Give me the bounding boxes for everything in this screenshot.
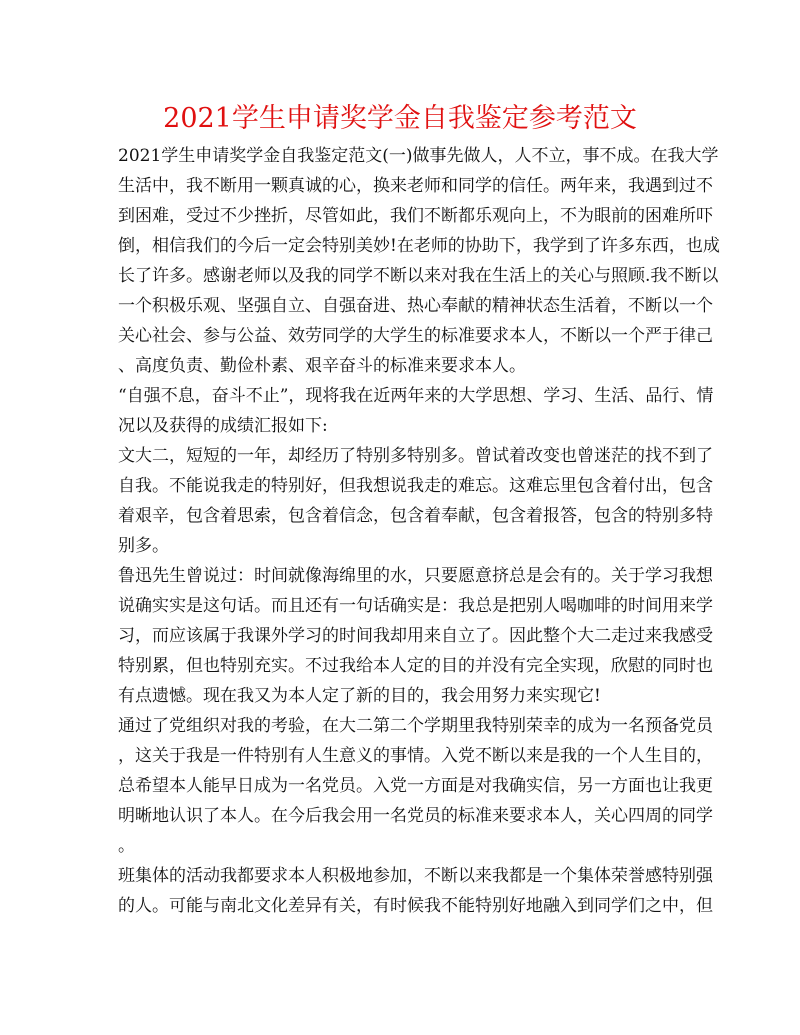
body-line: 鲁迅先生曾说过：时间就像海绵里的水，只要愿意挤总是会有的。关于学习我想 [118, 566, 713, 586]
body-line: 明晰地认识了本人。在今后我会用一名党员的标准来要求本人，关心四周的同学 [118, 806, 713, 826]
document-title: 2021学生申请奖学金自我鉴定参考范文 [163, 103, 637, 134]
body-line: 习，而应该属于我课外学习的时间我却用来自立了。因此整个大二走过来我感受 [118, 626, 713, 646]
body-line: 到困难，受过不少挫折，尽管如此，我们不断都乐观向上，不为眼前的困难所吓 [118, 206, 713, 226]
body-line: 说确实实是这句话。而且还有一句话确实是：我总是把别人喝咖啡的时间用来学 [118, 596, 713, 616]
body-line: 自我。不能说我走的特别好，但我想说我走的难忘。这难忘里包含着付出，包含 [118, 476, 713, 496]
body-line: 一个积极乐观、坚强自立、自强奋进、热心奉献的精神状态生活着，不断以一个 [118, 296, 713, 316]
body-line: 关心社会、参与公益、效劳同学的大学生的标准要求本人，不断以一个严于律己 [118, 326, 713, 346]
body-line: 2021学生申请奖学金自我鉴定范文(一)做事先做人，人不立，事不成。在我大学 [118, 146, 719, 166]
body-line: 文大二，短短的一年，却经历了特别多特别多。曾试着改变也曾迷茫的找不到了 [118, 446, 713, 466]
body-line: 总希望本人能早日成为一名党员。入党一方面是对我确实信，另一方面也让我更 [118, 776, 713, 796]
body-line: 、高度负责、勤俭朴素、艰辛奋斗的标准来要求本人。 [118, 356, 526, 376]
body-line: 长了许多。感谢老师以及我的同学不断以来对我在生活上的关心与照顾.我不断以 [118, 266, 719, 286]
body-line: 生活中，我不断用一颗真诚的心，换来老师和同学的信任。两年来，我遇到过不 [118, 176, 713, 196]
body-line: 别多。 [118, 536, 169, 556]
body-line: ，这关于我是一件特别有人生意义的事情。入党不断以来是我的一个人生目的， [118, 746, 713, 766]
document-body [118, 141, 720, 921]
body-line: 特别累，但也特别充实。不过我给本人定的目的并没有完全实现，欣慰的同时也 [118, 656, 713, 676]
body-line: “自强不息，奋斗不止”，现将我在近两年来的大学思想、学习、生活、品行、情 [118, 386, 714, 406]
body-line: 通过了党组织对我的考验，在大二第二个学期里我特别荣幸的成为一名预备党员 [118, 716, 713, 736]
body-line: 。 [118, 836, 135, 856]
body-line: 有点遗憾。现在我又为本人定了新的目的，我会用努力来实现它! [118, 686, 601, 706]
body-line: 倒，相信我们的今后一定会特别美妙!在老师的协助下，我学到了许多东西，也成 [118, 236, 720, 256]
body-line: 况以及获得的成绩汇报如下: [118, 416, 328, 436]
body-line: 班集体的活动我都要求本人积极地参加，不断以来我都是一个集体荣誉感特别强 [118, 866, 713, 886]
body-line: 着艰辛，包含着思索，包含着信念，包含着奉献，包含着报答，包含的特别多特 [118, 506, 713, 526]
body-line: 的人。可能与南北文化差异有关，有时候我不能特别好地融入到同学们之中，但 [118, 896, 713, 916]
